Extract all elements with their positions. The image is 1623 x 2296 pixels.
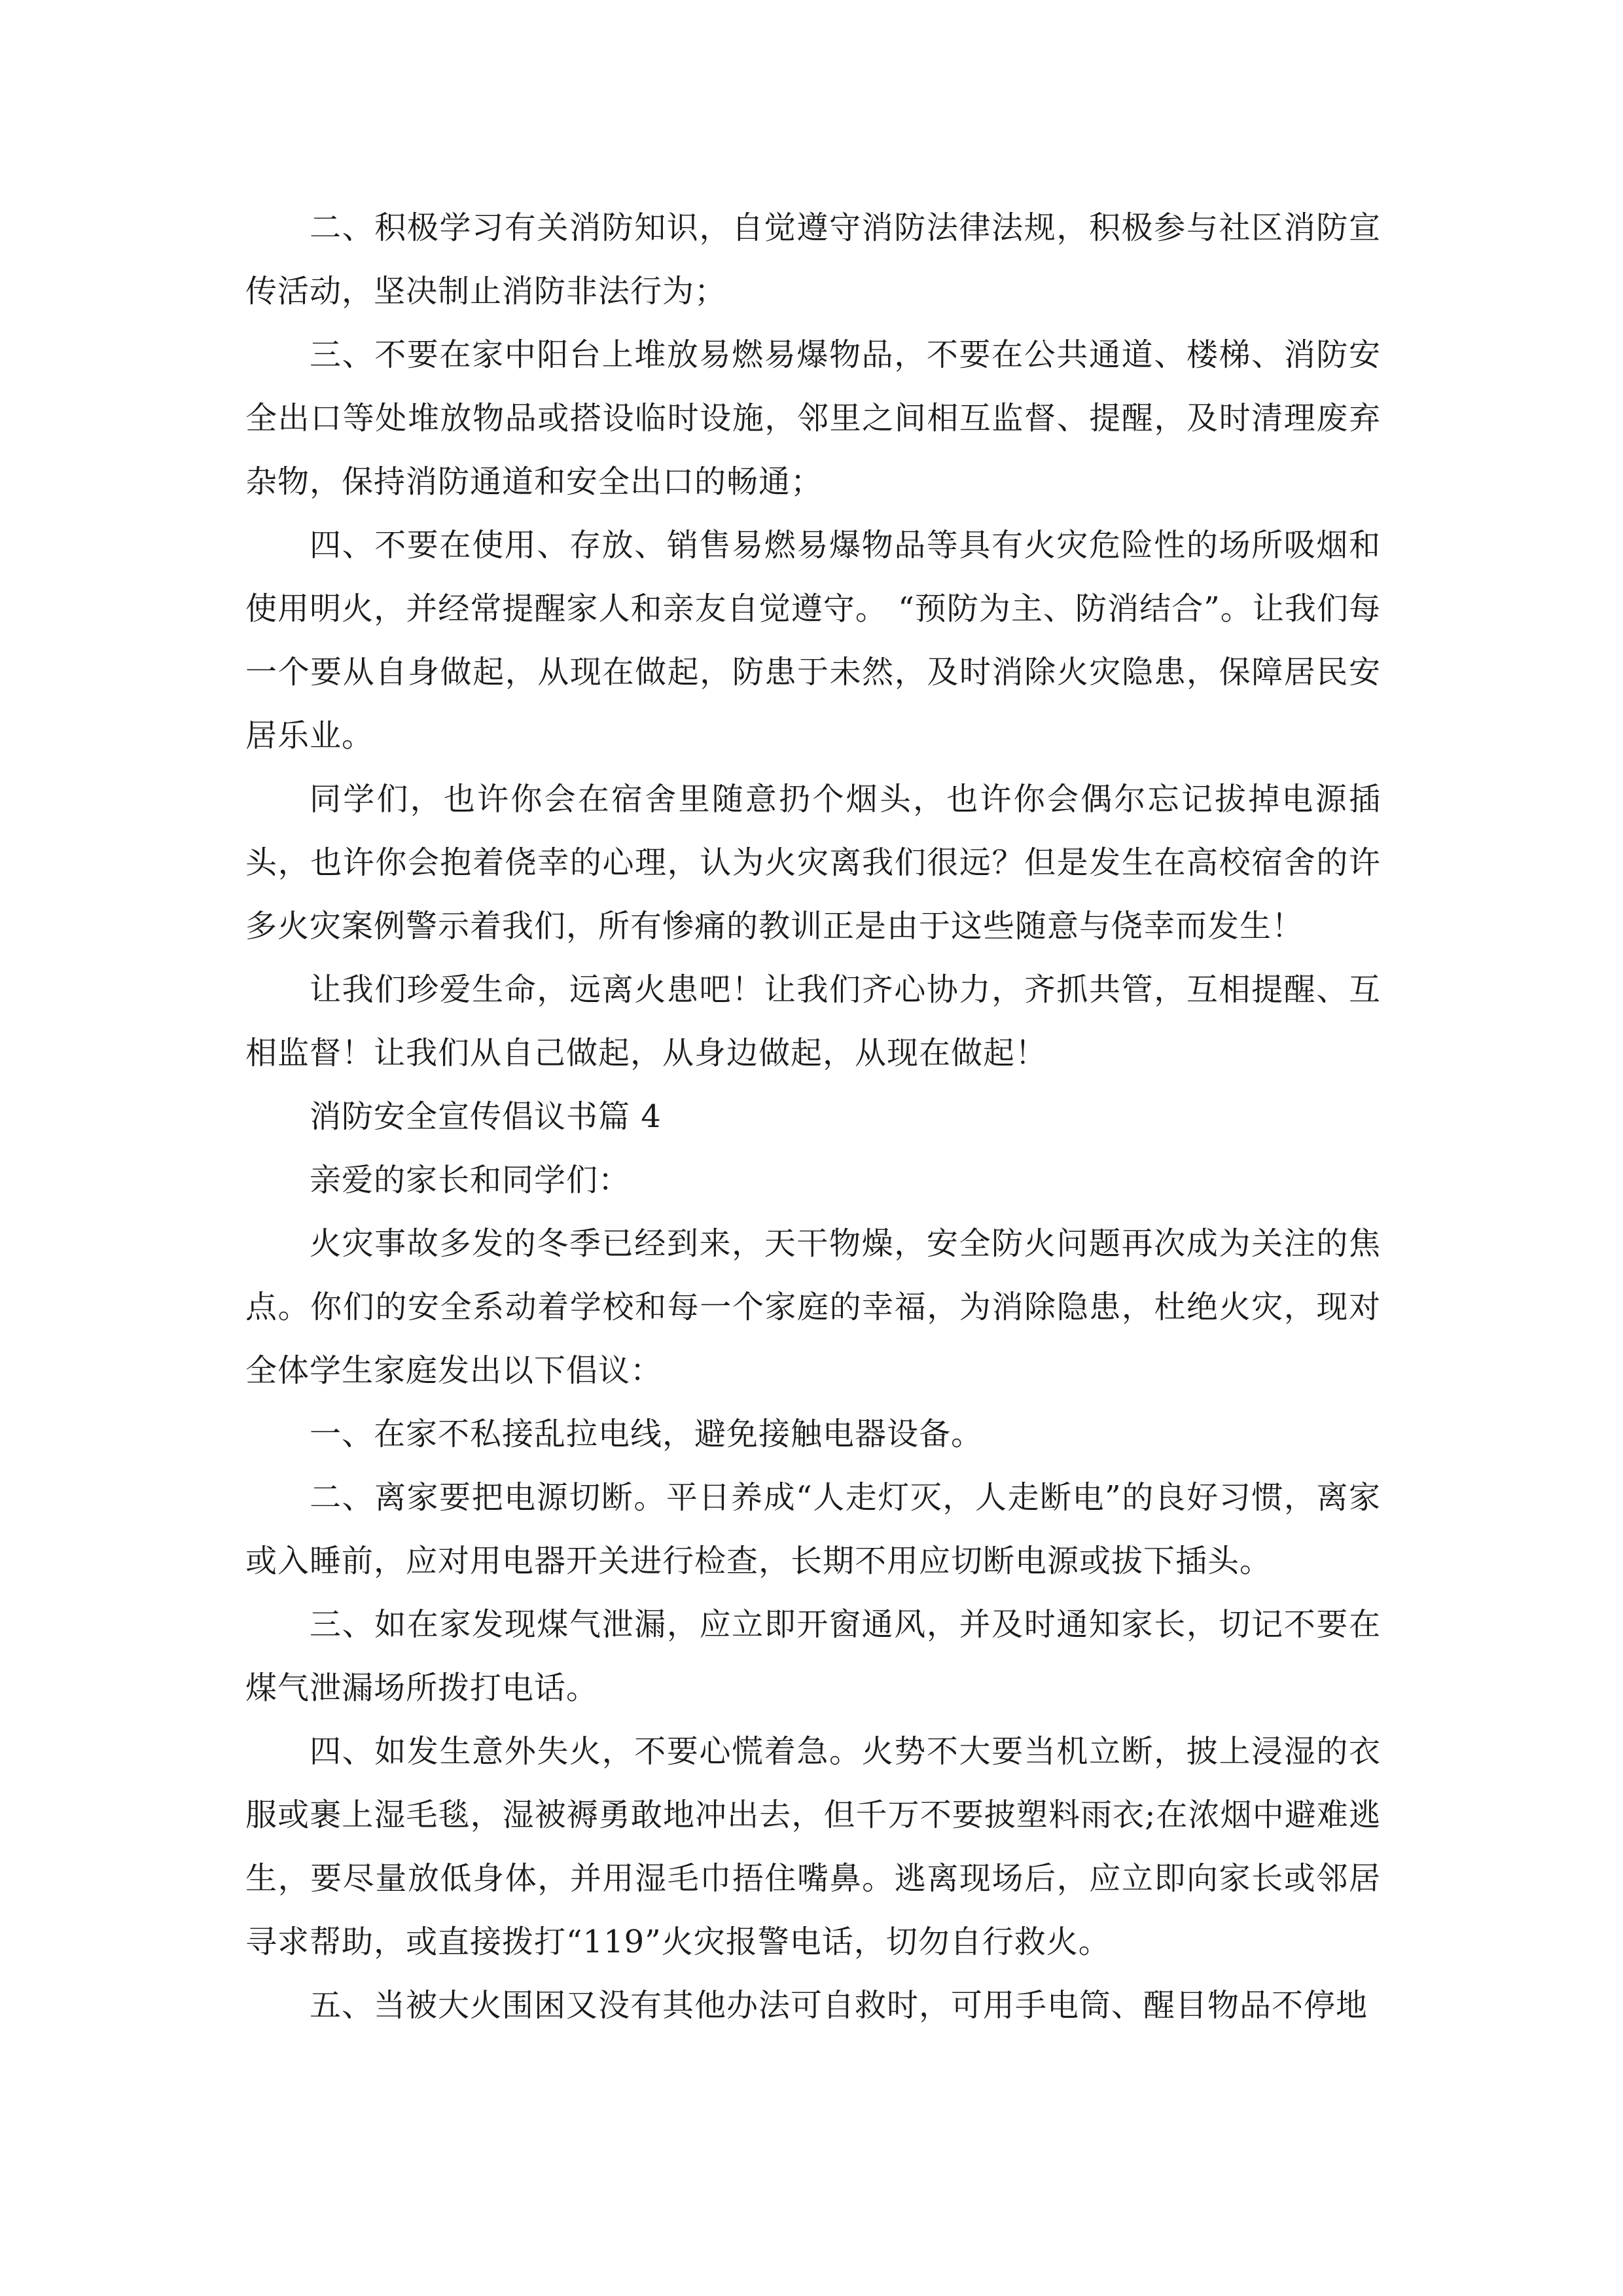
document-body bbox=[245, 196, 1381, 2037]
paragraph-closing: 让我们珍爱生命，远离火患吧！让我们齐心协力，齐抓共管，互相提醒、互相监督！让我们从自己做起，从身边做起，从现在做起！ bbox=[245, 971, 1381, 1071]
salutation: 亲爱的家长和同学们： bbox=[310, 1162, 631, 1198]
paragraph-item-4: 四、不要在使用、存放、销售易燃易爆物品等具有火灾危险性的场所吸烟和使用明火，并经常提醒家人和亲友自觉遵守。 “预防为主、防消结合”。让我们每一个要从自身做起，从现在做起，防患于未然，及时消除火灾隐患，保障居民安居乐业。 bbox=[245, 527, 1381, 754]
proposal-item-5: 五、当被大火围困又没有其他办法可自救时，可用手电筒、醒目物品不停地 bbox=[310, 1987, 1368, 2024]
proposal-item-3: 三、如在家发现煤气泄漏，应立即开窗通风，并及时通知家长，切记不要在煤气泄漏场所拨打电话。 bbox=[245, 1606, 1381, 1706]
paragraph-students: 同学们，也许你会在宿舍里随意扔个烟头，也许你会偶尔忘记拔掉电源插头，也许你会抱着侥幸的心理，认为火灾离我们很远？但是发生在高校宿舍的许多火灾案例警示着我们，所有惨痛的教训正是由于这些随意与侥幸而发生！ bbox=[245, 781, 1381, 944]
paragraph-intro: 火灾事故多发的冬季已经到来，天干物燥，安全防火问题再次成为关注的焦点。你们的安全系动着学校和每一个家庭的幸福，为消除隐患，杜绝火灾，现对全体学生家庭发出以下倡议： bbox=[245, 1225, 1381, 1389]
proposal-item-1: 一、在家不私接乱拉电线，避免接触电器设备。 bbox=[310, 1416, 984, 1452]
proposal-item-4: 四、如发生意外失火，不要心慌着急。火势不大要当机立断，披上浸湿的衣服或裹上湿毛毯，湿被褥勇敢地冲出去，但千万不要披塑料雨衣;在浓烟中避难逃生，要尽量放低身体，并用湿毛巾捂住嘴鼻。逃离现场后，应立即向家长或邻居寻求帮助，或直接拨打“119”火灾报警电话，切勿自行救火。 bbox=[245, 1733, 1381, 1960]
paragraph-item-3: 三、不要在家中阳台上堆放易燃易爆物品，不要在公共通道、楼梯、消防安全出口等处堆放物品或搭设临时设施，邻里之间相互监督、提醒，及时清理废弃杂物，保持消防通道和安全出口的畅通； bbox=[245, 336, 1381, 500]
section-title: 消防安全宣传倡议书篇 4 bbox=[310, 1098, 662, 1135]
proposal-item-2: 二、离家要把电源切断。平日养成“人走灯灭，人走断电”的良好习惯，离家或入睡前，应对用电器开关进行检查，长期不用应切断电源或拔下插头。 bbox=[245, 1479, 1381, 1579]
paragraph-item-2: 二、积极学习有关消防知识，自觉遵守消防法律法规，积极参与社区消防宣传活动，坚决制止消防非法行为； bbox=[245, 209, 1381, 310]
